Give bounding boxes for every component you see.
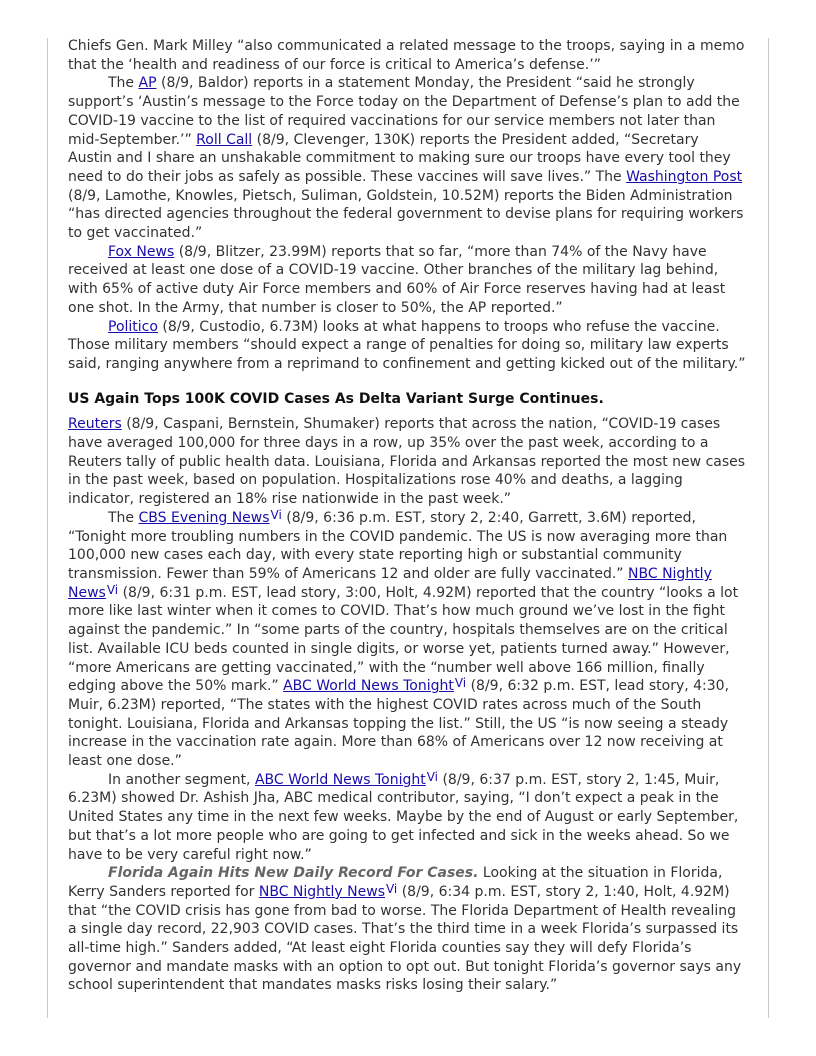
text-run: (8/9, 6:34 p.m. EST, story 2, 1:40, Holt, 4.92M) that “the COVID crisis has gone from bad to worse. The Florida Department of Health revealing a single day record, 22,903 COVID cases. That’s the third time in a week Florida’s surpassed its all-time high.” Sanders added, “At least eight Florida counties say they will defy Florida’s governor and mandate masks with an option to opt out. But tonight Florida’s governor says any school superintendent that mandates masks risks losing their salary.” — [68, 883, 742, 994]
link-nbc-nightly-news[interactable]: NBC Nightly News — [258, 883, 385, 900]
subheadline: Florida Again Hits New Daily Record For Cases. — [108, 865, 479, 882]
video-marker-icon[interactable]: Vi — [106, 582, 119, 597]
link-ap[interactable]: AP — [138, 75, 157, 92]
text-run: (8/9, 6:31 p.m. EST, lead story, 3:00, Holt, 4.92M) reported that the country “looks a lot more like last winter when it comes to COVID. That’s how much ground we’ve lost in the fight against the pandemic.” In “some parts of the country, hospitals themselves are on the critical list. Available ICU beds counted in single digits, or worse yet, patients turned away.” However, “more Americans are getting vaccinated,” with the “number well above 166 million, finally edging above the 50% mark.” — [68, 584, 739, 695]
page-margin-rule-right — [768, 38, 769, 1018]
article-headline: US Again Tops 100K COVID Cases As Delta Variant Surge Continues. — [68, 390, 604, 407]
paragraph-milley-memo: Chiefs Gen. Mark Milley “also communicated a related message to the troops, saying in a memo that the ‘health and readiness of our force is critical to America’s defense.’” — [68, 38, 745, 73]
link-abc-world-news-tonight[interactable]: ABC World News Tonight — [283, 678, 454, 695]
paragraph-network-news — [68, 509, 746, 771]
paragraph-president-statement — [68, 74, 746, 242]
video-marker-icon[interactable]: Vi — [454, 676, 467, 691]
text-run: (8/9, 6:36 p.m. EST, story 2, 2:40, Garrett, 3.6M) reported, “Tonight more troubling numbers in the COVID pandemic. The US is now averaging more than 100,000 new cases each day, with every state reporting high or substantial community transmission. Fewer than 59% of Americans 12 and older are fully vaccinated.” — [68, 509, 728, 582]
text-run: (8/9, Caspani, Bernstein, Shumaker) reports that across the nation, “COVID-19 cases have averaged 100,000 for three days in a row, up 35% over the past week, according to a Reuters tally of public health data. Louisiana, Florida and Arkansas reported the most new cases in the past week, based on population. Hospitalizations rose 40% and deaths, a lagging indicator, registered an 18% rise nationwide in the past week.” — [68, 416, 746, 508]
video-marker-icon[interactable]: Vi — [385, 881, 398, 896]
text-run: The — [108, 75, 139, 92]
page-margin-rule-left — [47, 38, 48, 1018]
text-run: (8/9, 6:32 p.m. EST, lead story, 4:30, Muir, 6.23M) reported, “The states with the highest COVID rates across much of the South tonight. Louisiana, Florida and Arkansas topping the list.” Still, the US “is now seeing a steady increase in the vaccination rate again. More than 68% of Americans over 12 now receiving at least one dose.” — [68, 678, 730, 770]
paragraph-florida — [68, 864, 746, 995]
video-marker-icon[interactable]: Vi — [270, 507, 282, 522]
link-washington-post[interactable]: Washington Post — [626, 168, 743, 185]
link-cbs-evening-news[interactable]: CBS Evening News — [138, 509, 270, 526]
text-run: (8/9, Baldor) reports in a statement Monday, the President “said he strongly support’s ‘Austin’s message to the Force today on the Department of Defense’s plan to add the COVID-19 vaccine to the list of required vaccinations for our service members not later than mid-September.’” — [68, 75, 740, 148]
paragraph-reuters — [68, 415, 746, 509]
video-marker-icon[interactable]: Vi — [426, 769, 439, 784]
link-reuters[interactable]: Reuters — [68, 416, 122, 433]
text-run: (8/9, Lamothe, Knowles, Pietsch, Suliman, Goldstein, 10.52M) reports the Biden Administration “has directed agencies throughout the federal government to devise plans for requiring workers to get vaccinated.” — [68, 187, 744, 242]
paragraph-fox-news — [68, 243, 746, 318]
paragraph-politico — [68, 318, 746, 374]
document-page — [68, 37, 746, 995]
text-run: Looking at the situation in Florida, Kerry Sanders reported for — [68, 865, 723, 900]
text-run: (8/9, Clevenger, 130K) reports the President added, “Secretary Austin and I share an unshakable commitment to making sure our troops have every tool they need to do their jobs as safely as possible. These vaccines will save lives.” The — [68, 131, 731, 185]
text-run: (8/9, Custodio, 6.73M) looks at what happens to troops who refuse the vaccine. Those military members “should expect a range of penalties for doing so, military law experts said, ranging anywhere from a reprimand to confinement and getting kicked out of the military.” — [68, 318, 746, 372]
text-run: In another segment, — [108, 771, 255, 788]
link-roll-call[interactable]: Roll Call — [196, 131, 253, 148]
link-politico[interactable]: Politico — [108, 318, 158, 335]
paragraph-abc-segment — [68, 771, 746, 865]
link-fox-news[interactable]: Fox News — [108, 243, 175, 260]
text-run: The — [108, 509, 139, 526]
text-run: (8/9, Blitzer, 23.99M) reports that so far, “more than 74% of the Navy have received at least one dose of a COVID-19 vaccine. Other branches of the military lag behind, with 65% of active duty Air Force members and 60% of Air Force reserves having had at least one shot. In the Army, that number is closer to 50%, the AP reported.” — [68, 243, 726, 316]
link-abc-world-news-tonight[interactable]: ABC World News Tonight — [254, 771, 426, 788]
text-run: (8/9, 6:37 p.m. EST, story 2, 1:45, Muir, 6.23M) showed Dr. Ashish Jha, ABC medical contributor, saying, “I don’t expect a peak in the United States any time in the next few weeks. Maybe by the end of August or early September, but that’s a lot more people who are going to get infected and sick in the weeks ahead. So we have to be very careful right now.” — [68, 771, 739, 863]
link-nbc-nightly-news[interactable]: NBC Nightly News — [68, 565, 712, 601]
